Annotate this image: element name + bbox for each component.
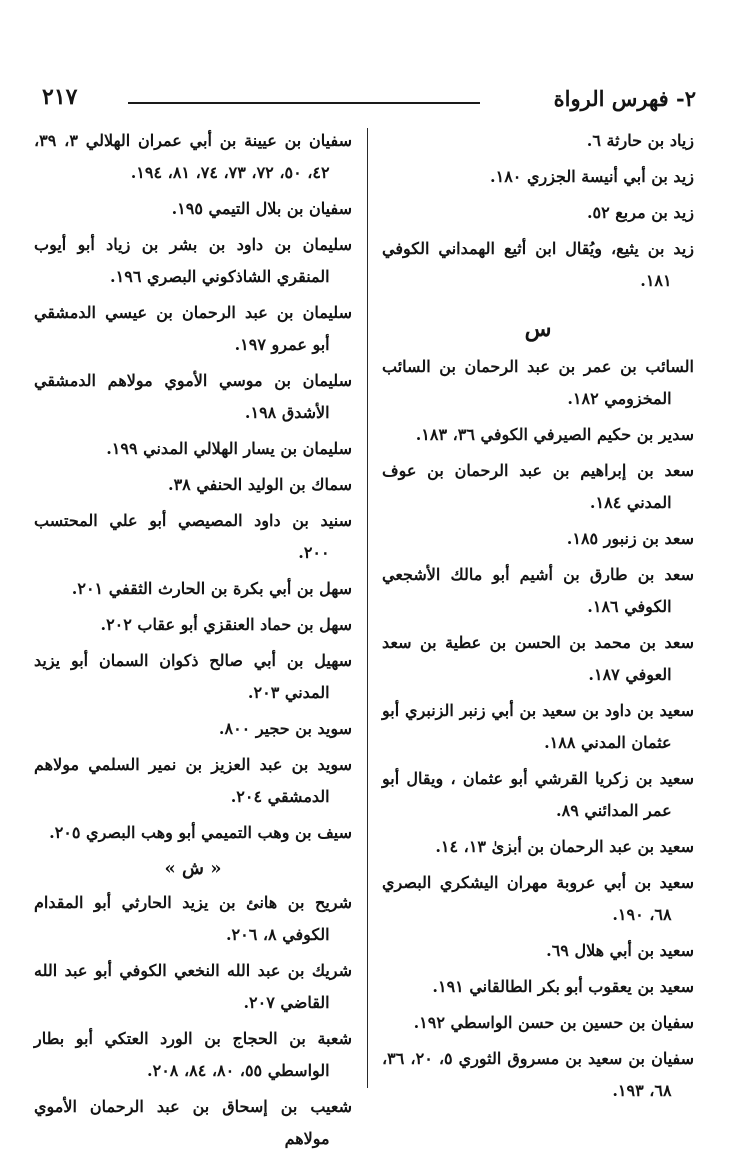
- section-title: ٢- فهرس الرواة: [553, 86, 696, 111]
- index-entry: سعيد بن أبي عروبة مهران اليشكري البصري ٦٨، ١٩٠.: [382, 873, 694, 924]
- index-entry: سفيان بن بلال التيمي ١٩٥.: [171, 199, 352, 218]
- index-entry: سيف بن وهب التميمي أبو وهب البصري ٢٠٥.: [49, 823, 352, 842]
- index-entry: سماك بن الوليد الحنفي ٣٨.: [168, 475, 352, 494]
- column-divider: [367, 128, 368, 1088]
- index-entry: سنيد بن داود المصيصي أبو علي المحتسب ٢٠٠.: [34, 511, 352, 562]
- index-entry: شريك بن عبد الله النخعي الكوفي أبو عبد الله القاضي ٢٠٧.: [34, 961, 352, 1012]
- header-rule: [128, 102, 480, 104]
- index-entry: سعيد بن داود بن سعيد بن أبي زنبر الزنبري أبو عثمان المدني ١٨٨.: [382, 701, 694, 752]
- index-entry: سدير بن حكيم الصيرفي الكوفي ٣٦، ١٨٣.: [415, 425, 694, 444]
- index-entry: زياد بن حارثة ٦.: [586, 131, 694, 150]
- index-entry: سعد بن إبراهيم بن عبد الرحمان بن عوف المدني ١٨٤.: [382, 461, 694, 512]
- index-entry: سعيد بن زكريا القرشي أبو عثمان ، ويقال أبو عمر المدائني ٨٩.: [382, 769, 694, 820]
- index-entry: شعيب بن إسحاق بن عبد الرحمان الأموي مولاهم: [34, 1097, 352, 1148]
- index-entry: شعبة بن الحجاج بن الورد العتكي أبو بطار الواسطي ٥٥، ٨٠، ٨٤، ٢٠٨.: [34, 1029, 352, 1080]
- index-entry: سفيان بن حسين بن حسن الواسطي ١٩٢.: [413, 1013, 694, 1032]
- index-entry: زيد بن مربع ٥٢.: [586, 203, 694, 222]
- index-entry: سليمان بن يسار الهلالي المدني ١٩٩.: [106, 439, 352, 458]
- index-entry: سليمان بن موسي الأموي مولاهم الدمشقي الأشدق ١٩٨.: [34, 371, 352, 422]
- index-entry: سفيان بن سعيد بن مسروق الثوري ٥، ٢٠، ٣٦، ٦٨، ١٩٣.: [382, 1049, 695, 1100]
- index-entry: سويد بن حجير ٨٠٠.: [218, 719, 352, 738]
- index-entry: سهيل بن أبي صالح ذكوان السمان أبو يزيد المدني ٢٠٣.: [34, 651, 352, 702]
- index-entry: سليمان بن عبد الرحمان بن عيسي الدمشقي أبو عمرو ١٩٧.: [34, 303, 352, 354]
- index-entry: سهل بن أبي بكرة بن الحارث الثقفي ٢٠١.: [71, 579, 352, 598]
- index-entry: زيد بن يثيع، ويُقال ابن أثيع الهمداني الكوفي ١٨١.: [382, 239, 694, 290]
- index-entry: السائب بن عمر بن عبد الرحمان بن السائب المخزومي ١٨٢.: [382, 357, 694, 408]
- index-entry: سعد بن زنبور ١٨٥.: [566, 529, 694, 548]
- index-entry: شريح بن هانئ بن يزيد الحارثي أبو المقدام الكوفي ٨، ٢٠٦.: [34, 893, 352, 944]
- letter-heading: « ش »: [164, 858, 222, 879]
- index-entry: زيد بن أبي أنيسة الجزري ١٨٠.: [490, 167, 694, 186]
- index-entry: سعد بن طارق بن أشيم أبو مالك الأشجعي الكوفي ١٨٦.: [382, 565, 694, 616]
- page-number: ٢١٧: [42, 84, 78, 110]
- left-column: [34, 125, 352, 1159]
- index-entry: سعد بن محمد بن الحسن بن عطية بن سعد العوفي ١٨٧.: [382, 633, 694, 684]
- index-entry: سويد بن عبد العزيز بن نمير السلمي مولاهم الدمشقي ٢٠٤.: [34, 755, 352, 806]
- index-entry: سعيد بن عبد الرحمان بن أبزىٰ ١٣، ١٤.: [435, 837, 694, 856]
- page-header: [36, 84, 696, 118]
- index-entry: سعيد بن يعقوب أبو بكر الطالقاني ١٩١.: [432, 977, 694, 996]
- index-entry: سعيد بن أبي هلال ٦٩.: [546, 941, 694, 960]
- index-entry: سفيان بن عيينة بن أبي عمران الهلالي ٣، ٣٩، ٤٢، ٥٠، ٧٢، ٧٣، ٧٤، ٨١، ١٩٤.: [34, 131, 353, 182]
- index-entry: سهل بن حماد العنقزي أبو عقاب ٢٠٢.: [100, 615, 352, 634]
- right-column: [382, 125, 694, 1111]
- index-entry: سليمان بن داود بن بشر بن زياد أبو أيوب المنقري الشاذكوني البصري ١٩٦.: [34, 235, 352, 286]
- letter-heading: س: [524, 316, 552, 342]
